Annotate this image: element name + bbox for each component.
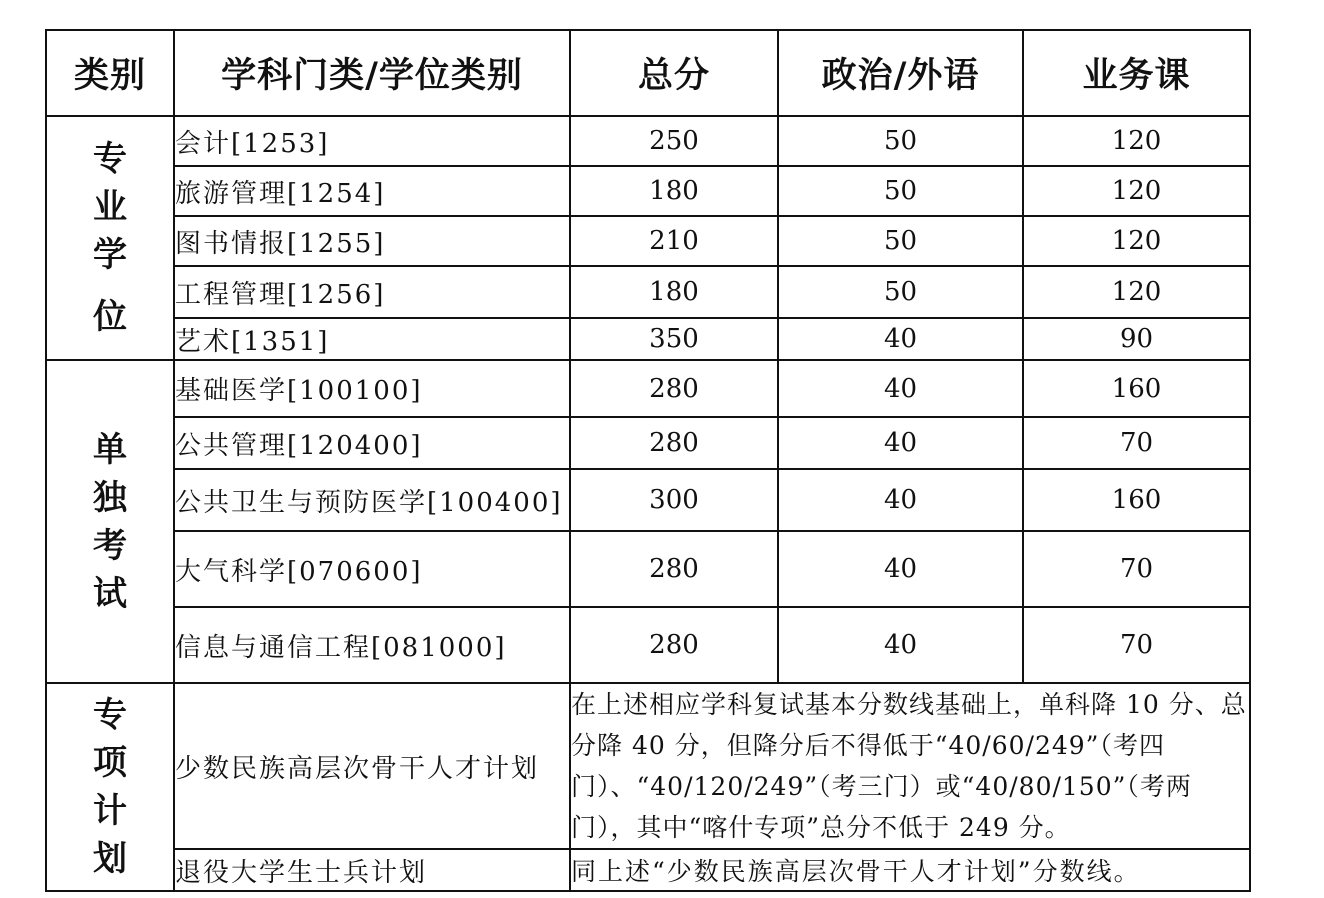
- politics-language-cell: 50: [778, 216, 1023, 266]
- subject-cell: 工程管理[1256]: [174, 266, 570, 318]
- politics-language-cell: 40: [778, 531, 1023, 607]
- table-row: [46, 849, 1250, 891]
- total-cell: 180: [570, 166, 778, 216]
- subject-cell: 信息与通信工程[081000]: [174, 607, 570, 683]
- table-row: [46, 360, 1250, 417]
- total-cell: 280: [570, 607, 778, 683]
- header-total: 总分: [570, 30, 778, 116]
- subject-cell: 会计[1253]: [174, 116, 570, 166]
- category-professional-degree: 专 业 学 位: [46, 116, 174, 360]
- header-politics-language: 政治/外语: [778, 30, 1023, 116]
- score-table: [45, 29, 1251, 892]
- total-cell: 350: [570, 318, 778, 360]
- table-row: [46, 607, 1250, 683]
- table-row: [46, 531, 1250, 607]
- major-cell: 70: [1023, 531, 1250, 607]
- table-row: [46, 216, 1250, 266]
- subject-cell: 公共卫生与预防医学[100400]: [174, 469, 570, 531]
- major-cell: 160: [1023, 469, 1250, 531]
- politics-language-cell: 40: [778, 360, 1023, 417]
- table-row: [46, 469, 1250, 531]
- total-cell: 250: [570, 116, 778, 166]
- category-special-plan: 专 项 计 划: [46, 683, 174, 891]
- total-cell: 210: [570, 216, 778, 266]
- major-cell: 120: [1023, 216, 1250, 266]
- major-cell: 120: [1023, 166, 1250, 216]
- subject-cell: 图书情报[1255]: [174, 216, 570, 266]
- total-cell: 280: [570, 360, 778, 417]
- politics-language-cell: 50: [778, 266, 1023, 318]
- special-note-cell: 在上述相应学科复试基本分数线基础上，单科降 10 分、总分降 40 分，但降分后不得低于“40/60/249”（考四门）、“40/120/249”（考三门）或“40/80/150”（考两门），其中“喀什专项”总分不低于 249 分。: [570, 683, 1250, 849]
- major-cell: 70: [1023, 607, 1250, 683]
- special-note-cell: 同上述“少数民族高层次骨干人才计划”分数线。: [570, 849, 1250, 891]
- major-cell: 120: [1023, 116, 1250, 166]
- subject-cell: 基础医学[100100]: [174, 360, 570, 417]
- politics-language-cell: 40: [778, 607, 1023, 683]
- category-independent-exam: 单 独 考 试: [46, 360, 174, 683]
- header-category: 类别: [46, 30, 174, 116]
- table-row: [46, 683, 1250, 849]
- header-subject: 学科门类/学位类别: [174, 30, 570, 116]
- major-cell: 70: [1023, 417, 1250, 469]
- total-cell: 280: [570, 417, 778, 469]
- subject-cell: 旅游管理[1254]: [174, 166, 570, 216]
- politics-language-cell: 40: [778, 469, 1023, 531]
- politics-language-cell: 50: [778, 116, 1023, 166]
- subject-cell: 公共管理[120400]: [174, 417, 570, 469]
- table-row: [46, 417, 1250, 469]
- total-cell: 300: [570, 469, 778, 531]
- header-major: 业务课: [1023, 30, 1250, 116]
- politics-language-cell: 40: [778, 417, 1023, 469]
- subject-cell: 艺术[1351]: [174, 318, 570, 360]
- politics-language-cell: 40: [778, 318, 1023, 360]
- header-row: [46, 30, 1250, 116]
- subject-cell: 大气科学[070600]: [174, 531, 570, 607]
- major-cell: 120: [1023, 266, 1250, 318]
- table-row: [46, 116, 1250, 166]
- table-row: [46, 266, 1250, 318]
- table-row: [46, 166, 1250, 216]
- subject-cell: 少数民族高层次骨干人才计划: [174, 683, 570, 849]
- major-cell: 90: [1023, 318, 1250, 360]
- table-row: [46, 318, 1250, 360]
- politics-language-cell: 50: [778, 166, 1023, 216]
- total-cell: 180: [570, 266, 778, 318]
- total-cell: 280: [570, 531, 778, 607]
- major-cell: 160: [1023, 360, 1250, 417]
- subject-cell: 退役大学生士兵计划: [174, 849, 570, 891]
